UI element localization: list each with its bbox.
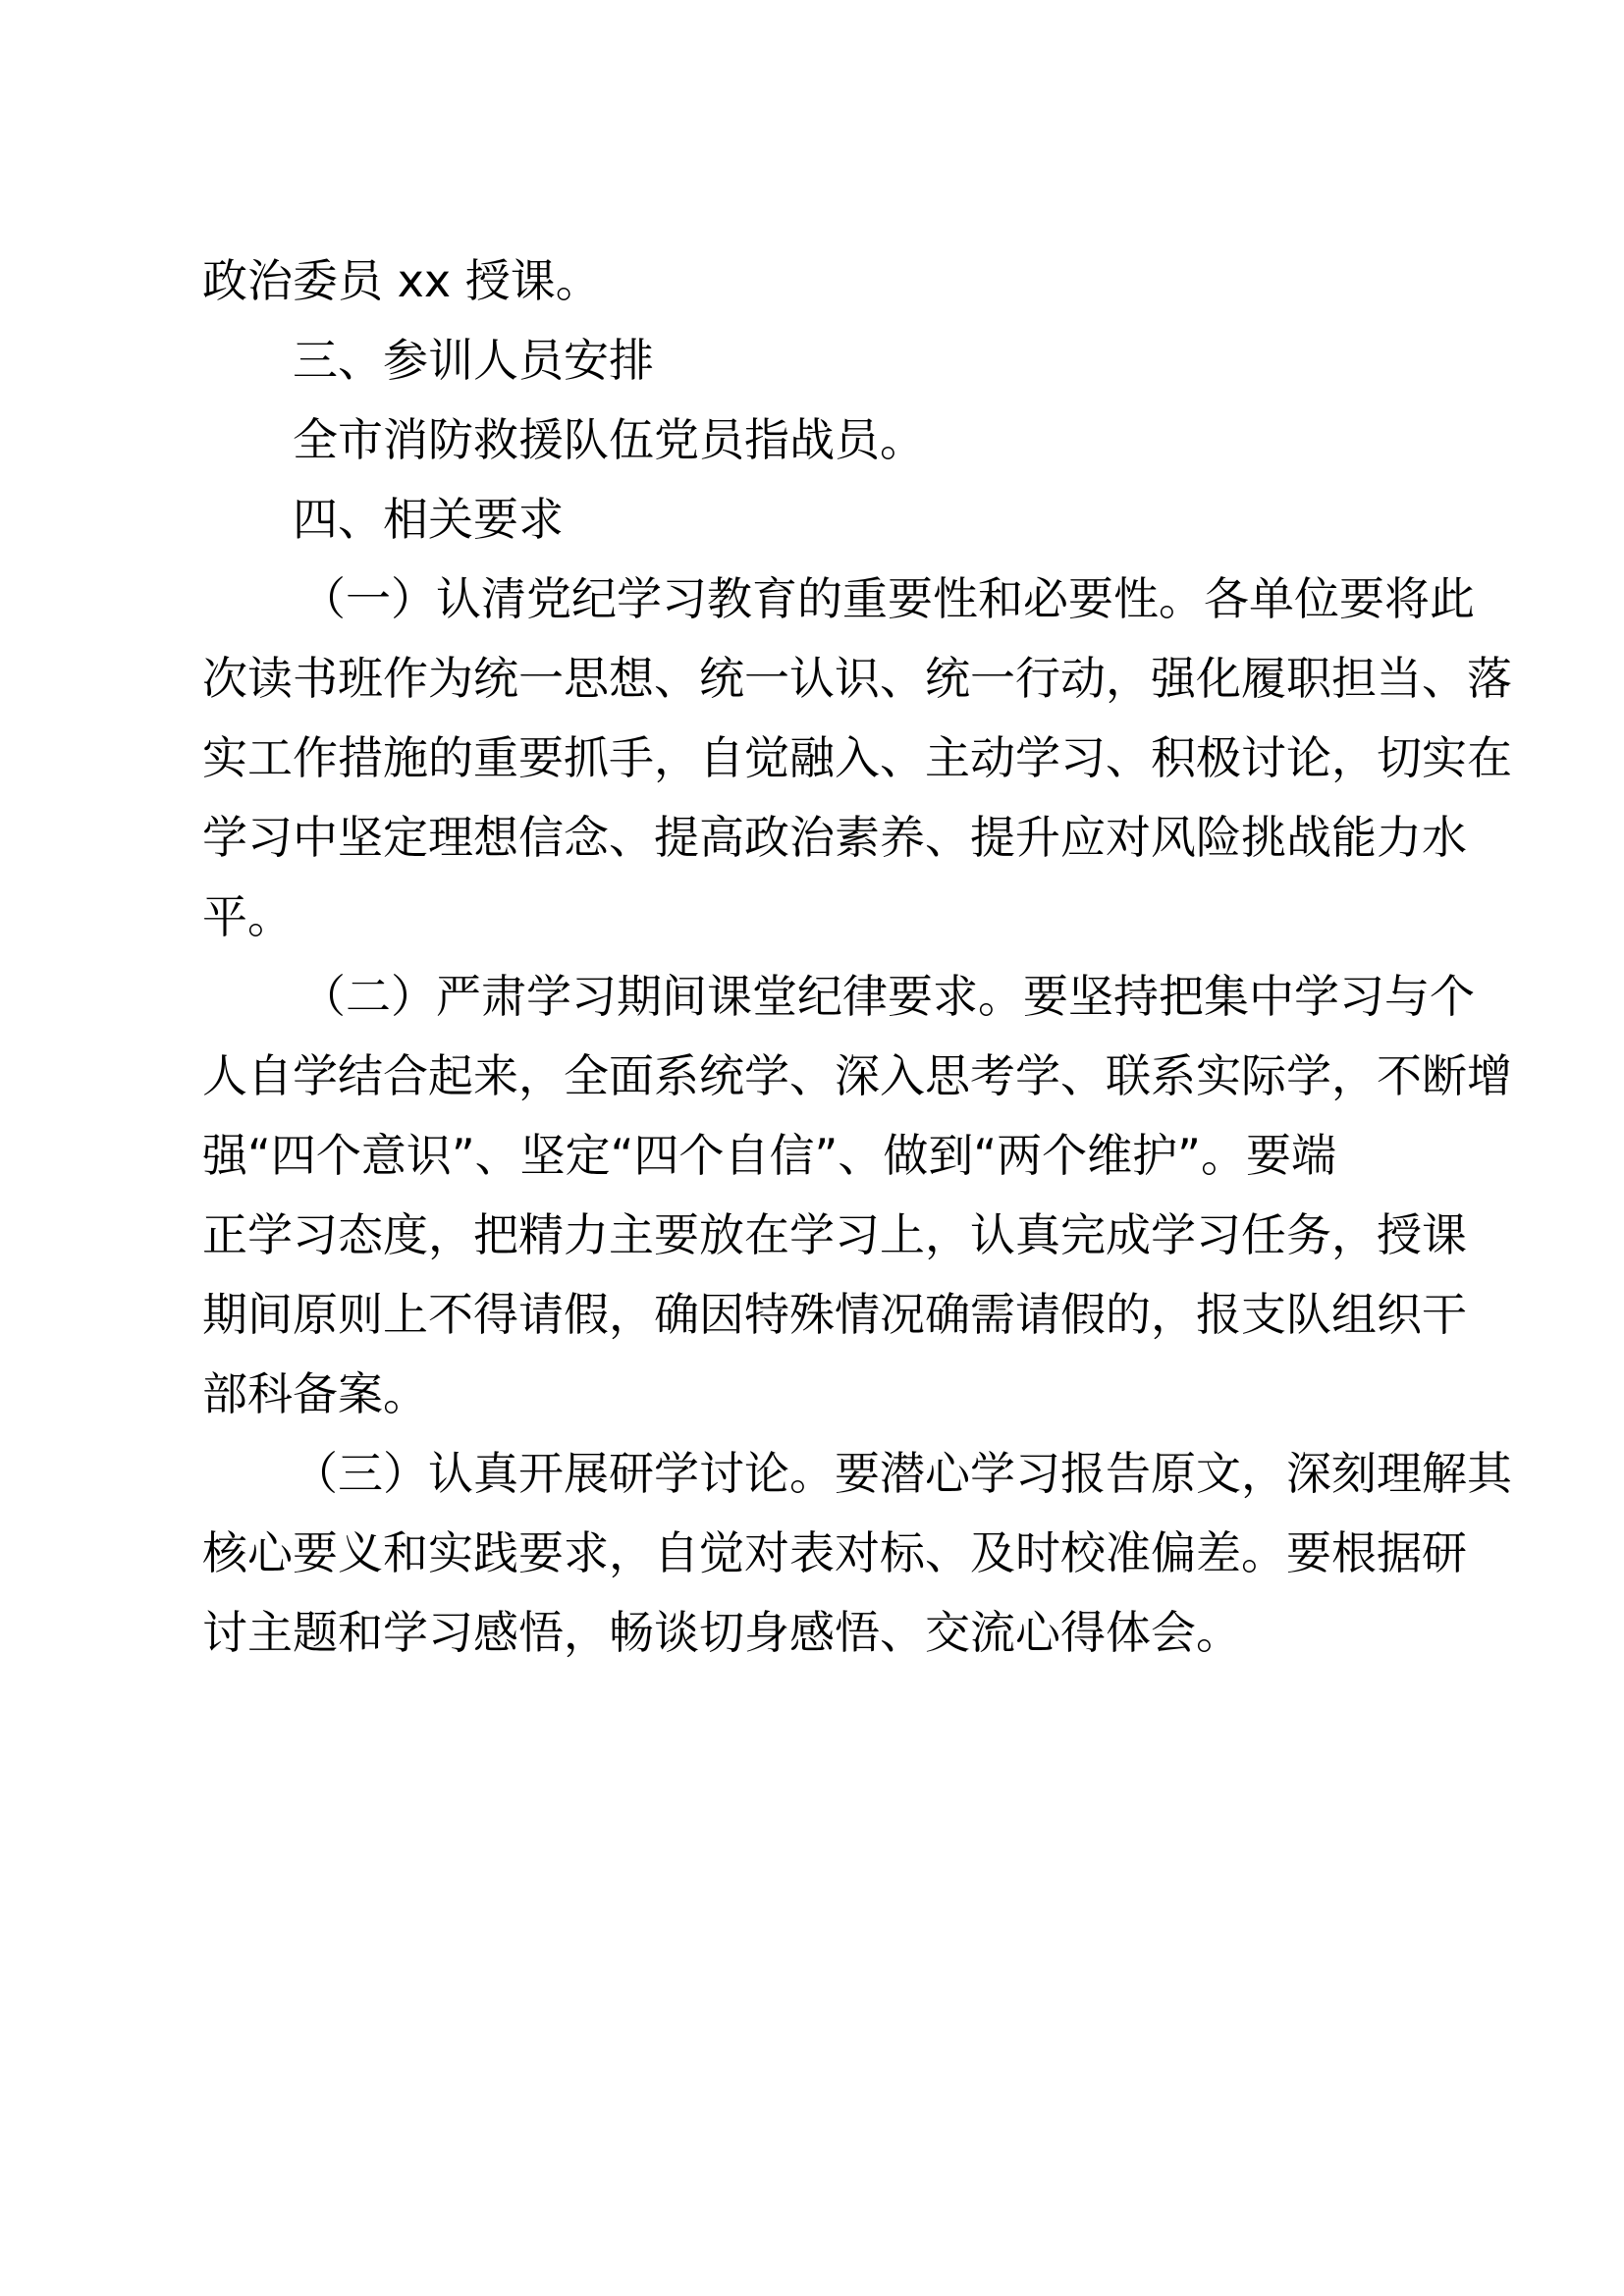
participants-text: 全市消防救援队伍党员指战员。 [293, 413, 925, 466]
paragraph-line: （二）严肃学习期间课堂纪律要求。要坚持把集中学习与个 [300, 970, 1475, 1023]
requirement-item-3 [202, 1434, 1512, 1673]
paragraph-line: 次读书班作为统一思想、统一认识、统一行动，强化履职担当、落 [202, 652, 1512, 705]
requirement-item-2 [202, 957, 1512, 1434]
paragraph-line: 实工作措施的重要抓手，自觉融入、主动学习、积极讨论，切实在 [202, 731, 1512, 784]
paragraph-line: 人自学结合起来，全面系统学、深入思考学、联系实际学，不断增 [202, 1049, 1512, 1102]
requirement-item-1 [202, 560, 1512, 957]
paragraph-line: 期间原则上不得请假，确因特殊情况确需请假的，报支队组织干 [202, 1288, 1467, 1341]
paragraph-line: 部科备案。 [202, 1367, 428, 1420]
continuation-line: 政治委员 xx 授课。 [202, 254, 601, 307]
section-heading-requirements: 四、相关要求 [293, 493, 564, 546]
paragraph-line: 平。 [202, 890, 293, 943]
paragraph-line: 核心要义和实践要求，自觉对表对标、及时校准偏差。要根据研 [202, 1526, 1467, 1579]
paragraph-line: 正学习态度，把精力主要放在学习上，认真完成学习任务，授课 [202, 1208, 1467, 1261]
paragraph-line: 学习中坚定理想信念、提高政治素养、提升应对风险挑战能力水 [202, 811, 1467, 864]
paragraph-line: 强“四个意识”、坚定“四个自信”、做到“两个维护”。要端 [202, 1129, 1336, 1182]
paragraph-line: （一）认清党纪学习教育的重要性和必要性。各单位要将此 [300, 572, 1475, 625]
section-heading-participants: 三、参训人员安排 [293, 334, 654, 387]
paragraph-line: （三）认真开展研学讨论。要潜心学习报告原文，深刻理解其 [293, 1447, 1512, 1500]
document-body [202, 241, 1512, 1673]
paragraph-line: 讨主题和学习感悟，畅谈切身感悟、交流心得体会。 [202, 1606, 1241, 1659]
